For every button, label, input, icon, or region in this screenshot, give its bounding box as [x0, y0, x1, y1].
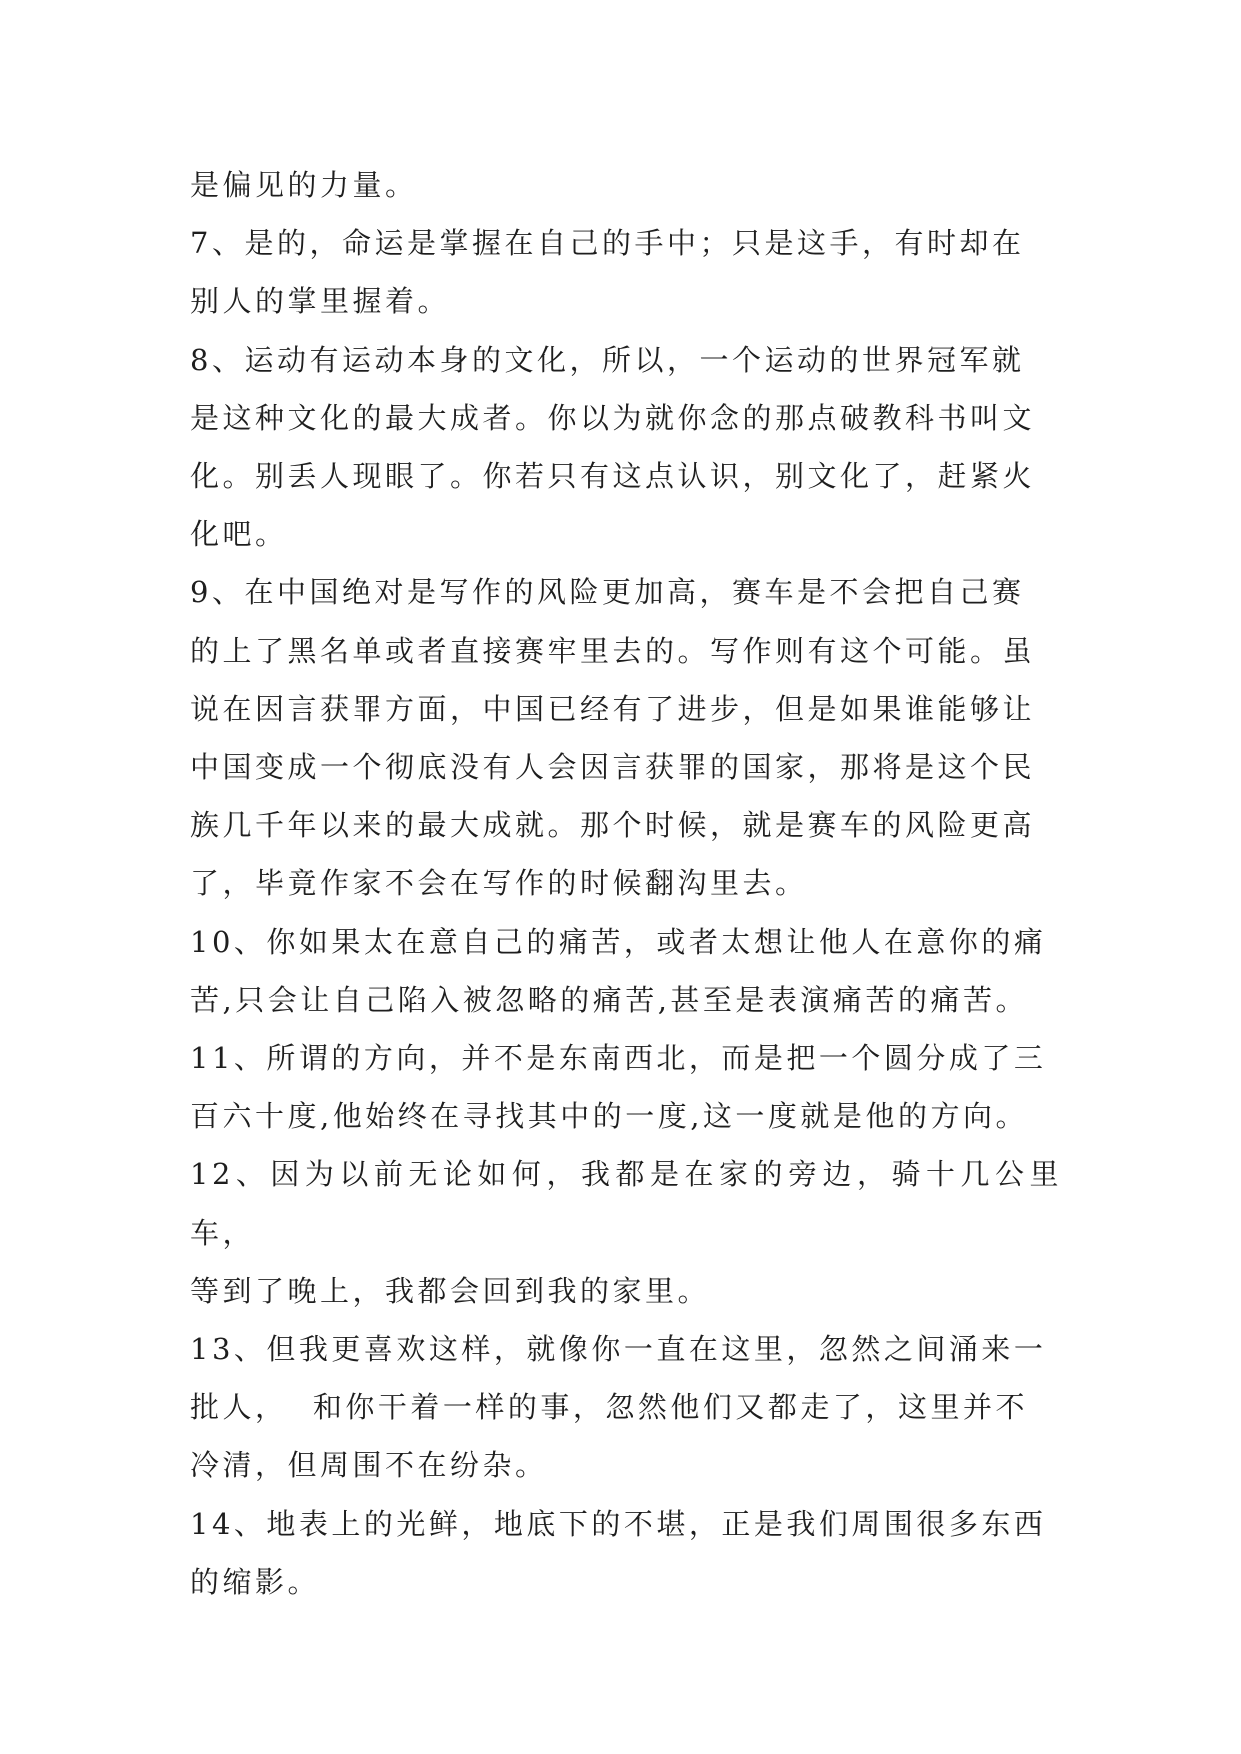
text-line: 说在因言获罪方面，中国已经有了进步，但是如果谁能够让 [190, 691, 1036, 726]
text-line: 苦,只会让自己陷入被忽略的痛苦,甚至是表演痛苦的痛苦。 [190, 982, 1028, 1017]
text-line: 的上了黑名单或者直接赛牢里去的。写作则有这个可能。虽 [190, 633, 1036, 668]
text-line: 化吧。 [190, 517, 288, 552]
text-line: 是偏见的力量。 [190, 168, 418, 202]
body-text [190, 156, 1062, 1611]
text-line: 11、所谓的方向，并不是东南西北，而是把一个圆分成了三 [190, 1041, 1047, 1076]
text-line: 了，毕竟作家不会在写作的时候翻沟里去。 [190, 866, 808, 901]
text-line: 的缩影。 [190, 1564, 321, 1599]
text-line: 批人， 和你干着一样的事，忽然他们又都走了，这里并不 [190, 1390, 1028, 1425]
text-line: 14、地表上的光鲜，地底下的不堪，正是我们周围很多东西 [190, 1506, 1047, 1541]
text-line: 化。别丢人现眼了。你若只有这点认识，别文化了，赶紧火 [190, 459, 1036, 494]
text-line: 9、在中国绝对是写作的风险更加高，赛车是不会把自己赛 [190, 575, 1025, 610]
text-line: 8、运动有运动本身的文化，所以，一个运动的世界冠军就 [190, 342, 1025, 377]
text-line: 冷清，但周围不在纷杂。 [190, 1448, 548, 1483]
text-line: 是这种文化的最大成者。你以为就你念的那点破教科书叫文 [190, 400, 1036, 435]
text-line: 族几千年以来的最大成就。那个时候，就是赛车的风险更高 [190, 808, 1036, 843]
text-line: 13、但我更喜欢这样，就像你一直在这里，忽然之间涌来一 [190, 1332, 1047, 1367]
text-line: 百六十度,他始终在寻找其中的一度,这一度就是他的方向。 [190, 1099, 1028, 1134]
text-line: 7、是的，命运是掌握在自己的手中；只是这手，有时却在 [190, 226, 1025, 261]
text-line: 10、你如果太在意自己的痛苦，或者太想让他人在意你的痛 [190, 924, 1047, 959]
text-line: 等到了晚上，我都会回到我的家里。 [190, 1273, 711, 1308]
text-line: 别人的掌里握着。 [190, 284, 451, 319]
text-line: 12、因为以前无论如何，我都是在家的旁边，骑十几公里车， [190, 1157, 1062, 1250]
text-line: 中国变成一个彻底没有人会因言获罪的国家，那将是这个民 [190, 750, 1036, 785]
